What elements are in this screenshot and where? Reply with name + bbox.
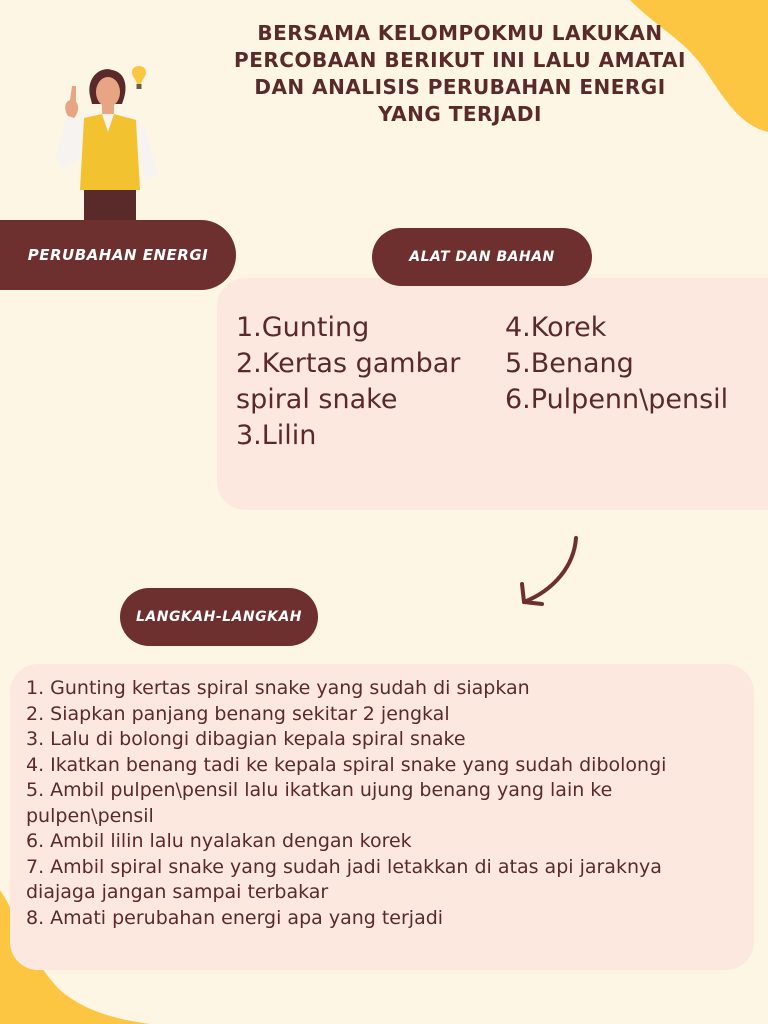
- alat-bahan-list-left: [236, 310, 501, 454]
- list-item: 4. Ikatkan benang tadi ke kepala spiral snake yang sudah dibolongi: [26, 753, 667, 776]
- page-title: BERSAMA KELOMPOKMU LAKUKAN PERCOBAAN BERIKUT INI LALU AMATAI DAN ANALISIS PERUBAHAN ENERGI YANG TERJADI: [234, 21, 686, 126]
- list-item: 2. Siapkan panjang benang sekitar 2 jengkal: [26, 702, 450, 725]
- list-item: 8. Amati perubahan energi apa yang terjadi: [26, 906, 444, 929]
- list-item: 6. Ambil lilin lalu nyalakan dengan korek: [26, 830, 412, 852]
- badge-langkah-langkah: LANGKAH-LANGKAH: [120, 588, 318, 646]
- badge-alat-dan-bahan: ALAT DAN BAHAN: [372, 228, 592, 286]
- list-item: 3. Lalu di bolongi dibagian kepala spiral snake: [26, 728, 466, 750]
- list-item: 7. Ambil spiral snake yang sudah jadi letakkan di atas api jaraknya diajaga jangan sampai terbakar: [26, 855, 662, 903]
- curved-arrow-down-icon: [510, 532, 590, 612]
- list-item: 4.Korek: [505, 312, 607, 343]
- list-item: 6.Pulpenn\pensil: [505, 384, 729, 415]
- steps-list: [26, 676, 726, 931]
- list-item: 3.Lilin: [236, 420, 317, 451]
- list-item: 2.Kertas gambar spiral snake: [236, 348, 461, 415]
- list-item: 5.Benang: [505, 348, 634, 379]
- alat-bahan-list-right: [505, 310, 768, 418]
- list-item: 1.Gunting: [236, 312, 370, 343]
- list-item: 1. Gunting kertas spiral snake yang sudah di siapkan: [26, 677, 530, 699]
- list-item: 5. Ambil pulpen\pensil lalu ikatkan ujung benang yang lain ke pulpen\pensil: [26, 779, 613, 827]
- person-with-lightbulb-icon: [48, 58, 178, 226]
- badge-perubahan-energi: PERUBAHAN ENERGI: [0, 220, 236, 290]
